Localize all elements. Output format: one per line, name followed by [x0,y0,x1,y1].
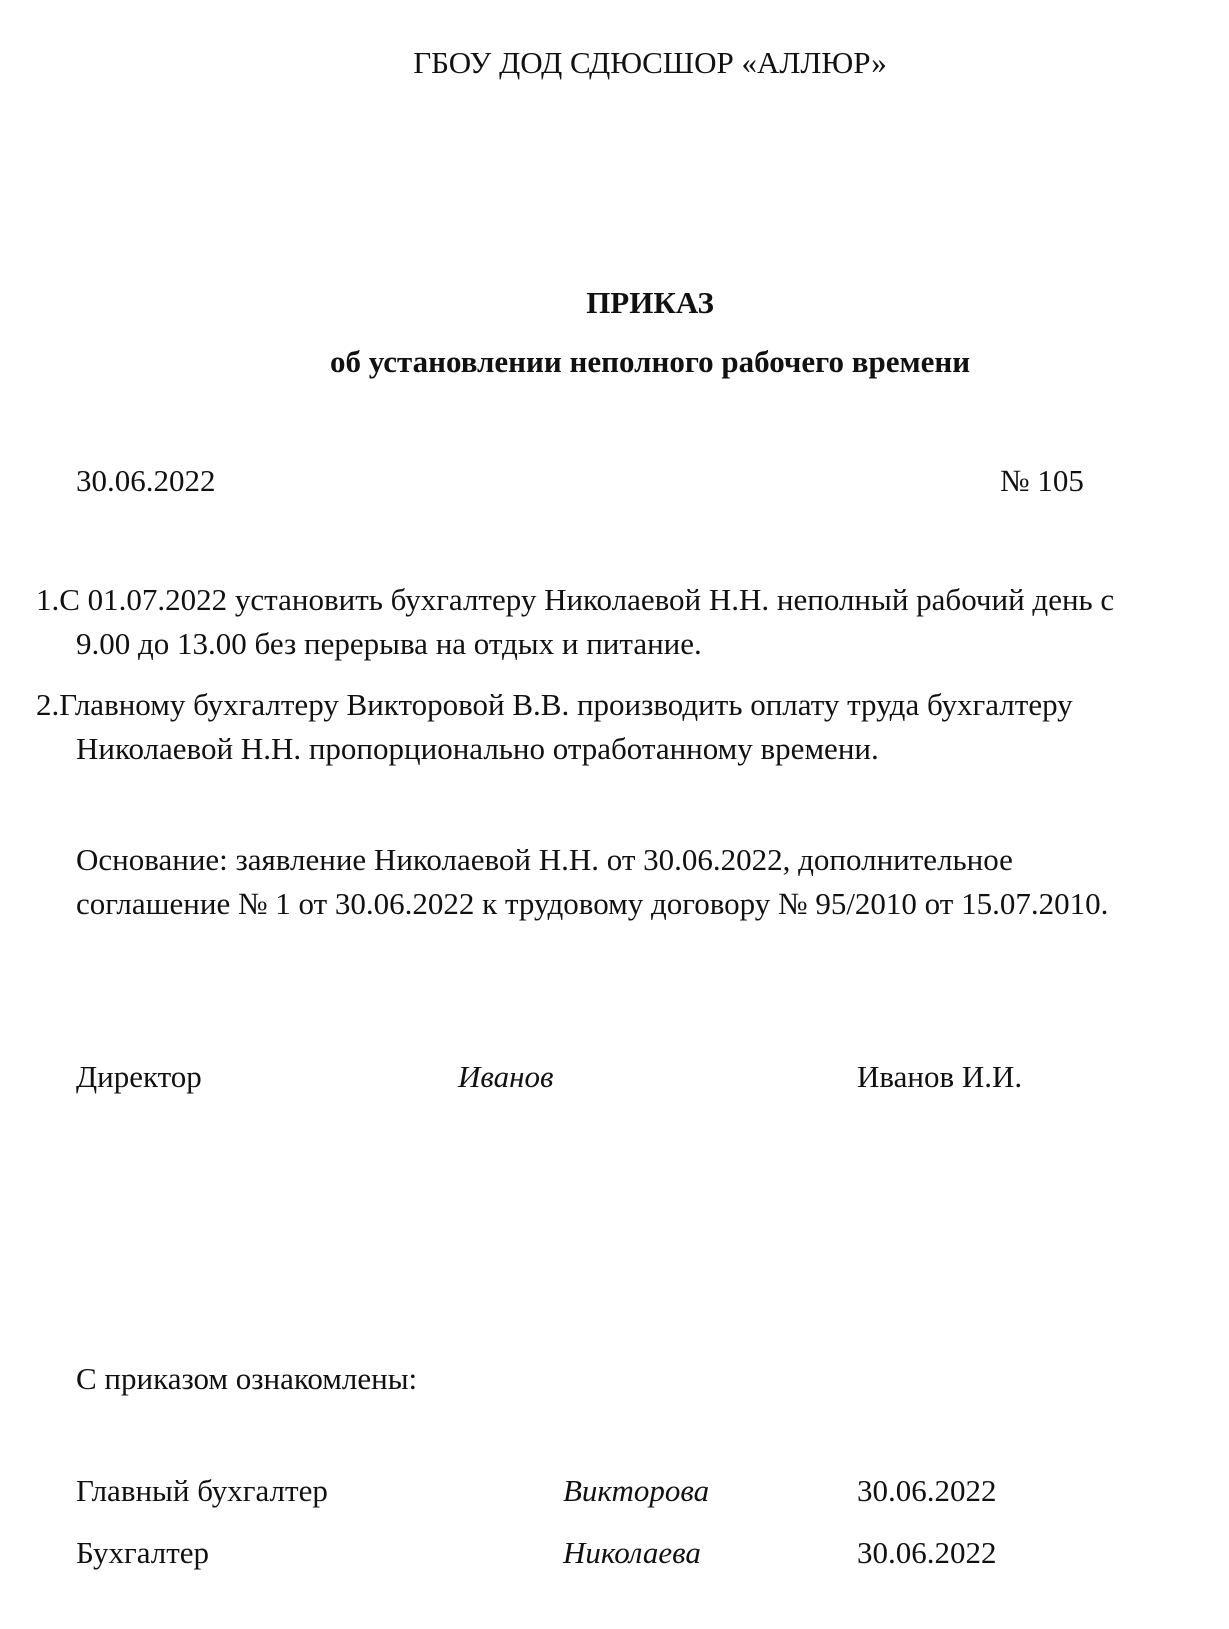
document-subtitle: об установлении неполного рабочего времени [329,344,971,379]
acknowledgement-heading: С приказом ознакомлены: [76,1361,418,1396]
ack-date: 30.06.2022 [857,1473,997,1508]
order-basis [76,838,1206,926]
order-item-text-line1: Главному бухгалтеру Викторовой В.В. производить оплату труда бухгалтеру [59,687,1073,722]
ack-signature: Николаева [563,1535,701,1570]
organization-name: ГБОУ ДОД СДЮСШОР «АЛЛЮР» [413,45,887,80]
order-item-2 [36,683,1196,771]
basis-line2: соглашение № 1 от 30.06.2022 к трудовому договору № 95/2010 от 15.07.2010. [76,886,1109,921]
order-number: № 105 [1000,463,1084,498]
ack-date: 30.06.2022 [857,1535,997,1570]
ack-role: Бухгалтер [76,1535,210,1570]
order-item-text-line2: Николаевой Н.Н. пропорционально отработанному времени. [76,731,879,766]
order-date: 30.06.2022 [76,463,216,498]
ack-signature: Викторова [563,1473,710,1508]
basis-line1: Основание: заявление Николаевой Н.Н. от 30.06.2022, дополнительное [76,842,1013,877]
order-item-1 [36,578,1196,666]
order-item-number: 2. [36,687,60,722]
order-item-number: 1. [36,582,60,617]
ack-role: Главный бухгалтер [76,1473,328,1508]
order-item-text-line2: 9.00 до 13.00 без перерыва на отдых и питание. [76,626,702,661]
signatory-role: Директор [76,1059,202,1094]
signatory-signature: Иванов [458,1059,554,1094]
document-title: ПРИКАЗ [586,285,714,320]
order-item-text-line1: С 01.07.2022 установить бухгалтеру Николаевой Н.Н. неполный рабочий день с [59,582,1115,617]
signatory-name: Иванов И.И. [857,1059,1023,1094]
